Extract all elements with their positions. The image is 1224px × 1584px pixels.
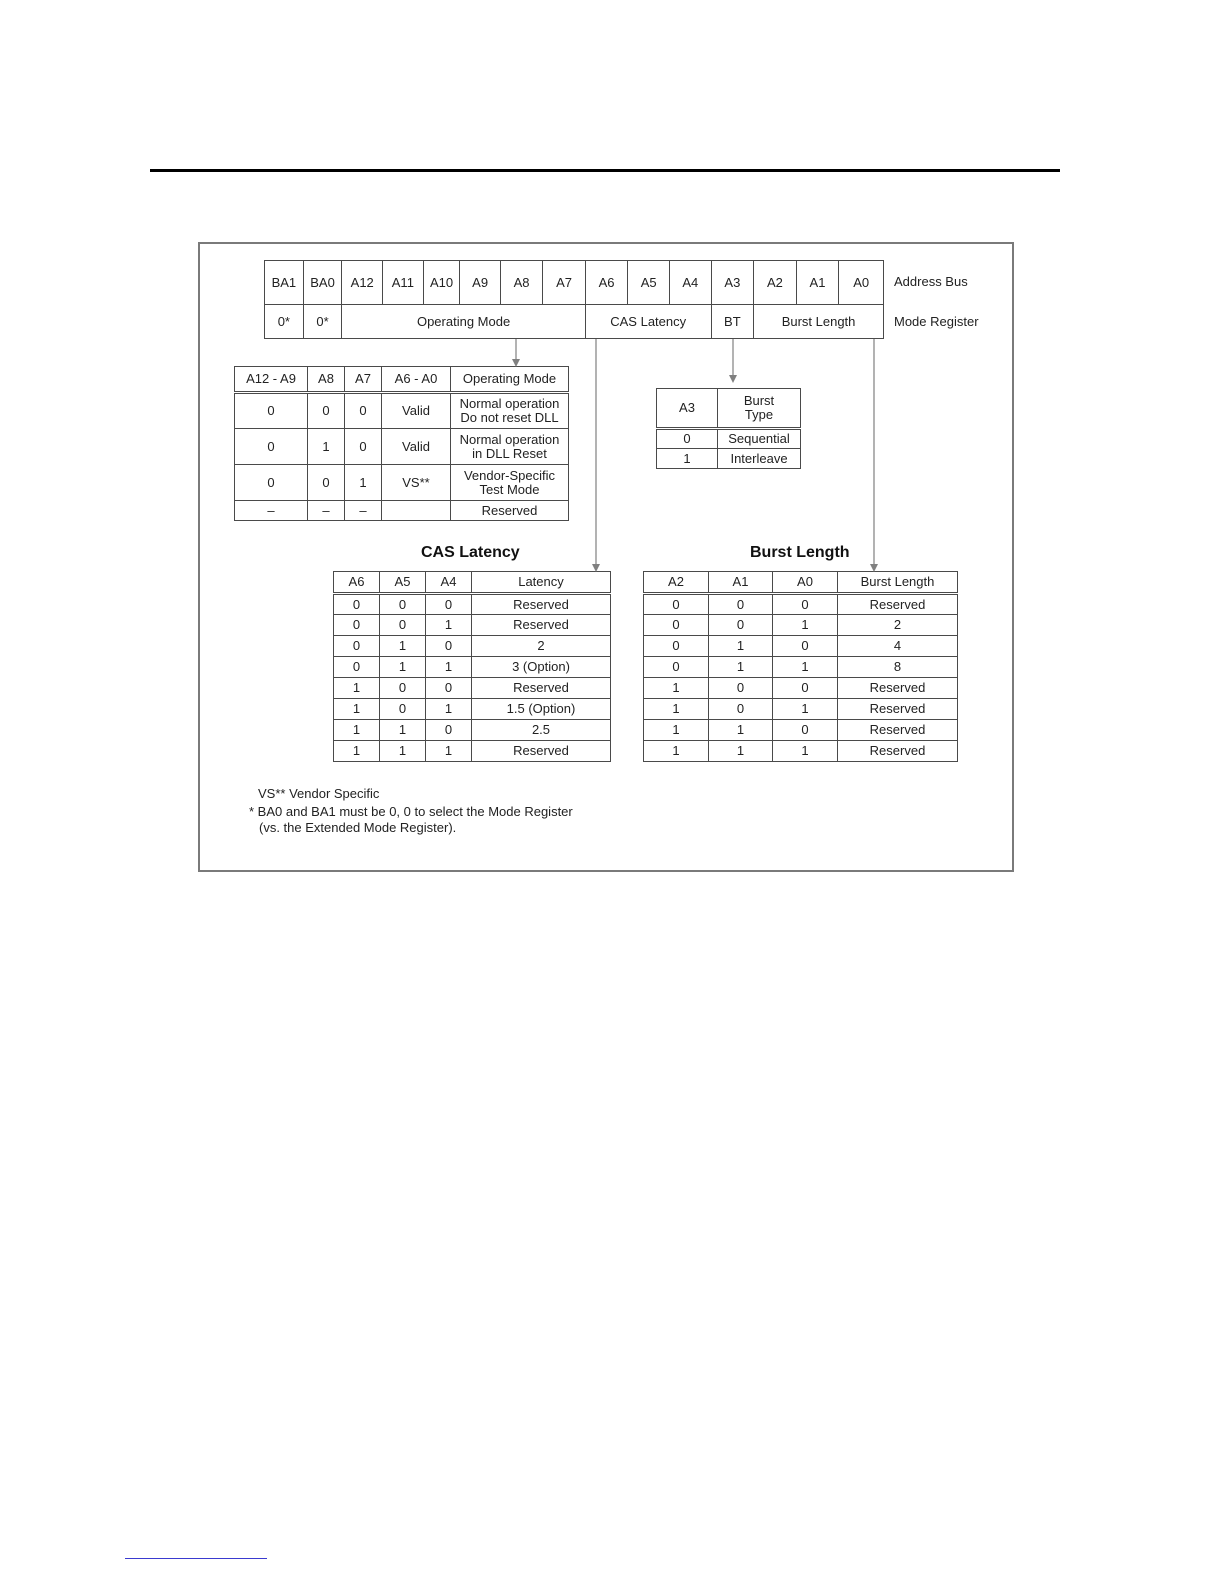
cell: 0 <box>380 594 426 615</box>
bit-cell: A4 <box>670 261 712 305</box>
header-cell: A2 <box>644 572 709 594</box>
cell-line: Type <box>744 407 774 422</box>
cell: 0 <box>426 594 472 615</box>
cell: 1 <box>644 720 709 741</box>
cell: 1 <box>709 657 773 678</box>
cell: 1 <box>334 720 380 741</box>
header-cell: Burst Length <box>838 572 958 594</box>
bit-cell: A0 <box>839 261 884 305</box>
arrowhead <box>512 359 520 367</box>
bit-cell: BA0 <box>303 261 342 305</box>
cell: Reserved <box>838 678 958 699</box>
cell: 0 <box>345 393 382 429</box>
cell: Valid <box>382 429 451 465</box>
bit-cell: A1 <box>796 261 839 305</box>
bit-cell: A12 <box>342 261 383 305</box>
note-asterisk-line2: (vs. the Extended Mode Register). <box>259 820 457 835</box>
cell: Reserved <box>472 615 611 636</box>
field-burst-length: Burst Length <box>754 305 884 339</box>
field-ba1: 0* <box>265 305 304 339</box>
cell: 3 (Option) <box>472 657 611 678</box>
cell: 1 <box>426 699 472 720</box>
bit-cell: A7 <box>543 261 585 305</box>
cell: 0 <box>644 615 709 636</box>
cell: 1 <box>644 678 709 699</box>
cell: – <box>308 501 345 521</box>
header-cell: A4 <box>426 572 472 594</box>
bit-cell: A3 <box>711 261 753 305</box>
field-bt: BT <box>711 305 753 339</box>
cell: 0 <box>426 678 472 699</box>
header-cell: A12 - A9 <box>235 367 308 393</box>
cell: 0 <box>334 636 380 657</box>
cell: 0 <box>235 393 308 429</box>
cell: Reserved <box>838 594 958 615</box>
cell: 0 <box>773 720 838 741</box>
cell-line: Normal operation <box>459 396 560 411</box>
header-cell: A6 <box>334 572 380 594</box>
cell: 0 <box>334 657 380 678</box>
cell: 0 <box>709 699 773 720</box>
cell: 1 <box>308 429 345 465</box>
cell: 0 <box>426 720 472 741</box>
cell: Reserved <box>472 741 611 762</box>
cell: – <box>345 501 382 521</box>
cell: VS** <box>382 465 451 501</box>
cell: 1 <box>773 699 838 720</box>
cell: 1 <box>426 615 472 636</box>
cell: 0 <box>644 657 709 678</box>
cell: 2 <box>838 615 958 636</box>
address-bus-label: Address Bus <box>894 274 968 289</box>
header-cell: A7 <box>345 367 382 393</box>
cell: 1 <box>334 699 380 720</box>
cell: 1 <box>644 741 709 762</box>
bit-cell: A5 <box>628 261 670 305</box>
cell: 1 <box>773 615 838 636</box>
header-cell: A0 <box>773 572 838 594</box>
mode-register-label: Mode Register <box>894 314 979 329</box>
bit-cell: A2 <box>754 261 797 305</box>
cell: 1.5 (Option) <box>472 699 611 720</box>
arrowhead <box>870 564 878 572</box>
burst-length-title: Burst Length <box>750 544 850 561</box>
cell: 1 <box>380 636 426 657</box>
cell: 0 <box>308 465 345 501</box>
bit-cell: A11 <box>383 261 424 305</box>
cell: 1 <box>773 741 838 762</box>
bit-cell: A6 <box>585 261 628 305</box>
cell: 1 <box>644 699 709 720</box>
cell-line: Burst <box>743 393 775 408</box>
cell-line: in DLL Reset <box>472 445 547 461</box>
cell: 0 <box>235 429 308 465</box>
cell: 1 <box>709 720 773 741</box>
cell: 1 <box>426 657 472 678</box>
cell: 0 <box>345 429 382 465</box>
cell: 0 <box>709 615 773 636</box>
header-cell: A8 <box>308 367 345 393</box>
cell: 0 <box>644 636 709 657</box>
bit-cell: A10 <box>423 261 460 305</box>
cell: 0 <box>308 393 345 429</box>
cell: Reserved <box>838 741 958 762</box>
cell: 1 <box>380 720 426 741</box>
arrowhead <box>592 564 600 572</box>
header-cell: A6 - A0 <box>382 367 451 393</box>
cell: 0 <box>334 615 380 636</box>
cell: Valid <box>382 393 451 429</box>
cell: 0 <box>709 594 773 615</box>
cell: Reserved <box>838 720 958 741</box>
cell: 0 <box>773 636 838 657</box>
bit-cell: A8 <box>500 261 542 305</box>
note-asterisk-line1: * BA0 and BA1 must be 0, 0 to select the Mode Register <box>249 804 573 819</box>
cell: 0 <box>380 699 426 720</box>
cell-line: Vendor-Specific <box>463 467 556 483</box>
cell: 2.5 <box>472 720 611 741</box>
footnote-rule <box>125 1558 267 1559</box>
cell: 1 <box>709 741 773 762</box>
cell: 0 <box>644 594 709 615</box>
cell-line: Normal operation <box>459 431 560 447</box>
field-cas-latency: CAS Latency <box>585 305 711 339</box>
header-cell: Latency <box>472 572 611 594</box>
cell: 1 <box>773 657 838 678</box>
cell: 0 <box>380 615 426 636</box>
cell: 1 <box>426 741 472 762</box>
note-vs: VS** Vendor Specific <box>258 786 380 801</box>
cell: Sequential <box>718 429 801 449</box>
cell: 0 <box>773 678 838 699</box>
header-cell: A1 <box>709 572 773 594</box>
cell: Reserved <box>472 594 611 615</box>
header-cell: A3 <box>657 389 718 429</box>
cell: 1 <box>345 465 382 501</box>
cell: Interleave <box>718 449 801 469</box>
cell: – <box>235 501 308 521</box>
cell: 2 <box>472 636 611 657</box>
cell: 1 <box>380 657 426 678</box>
cell: 1 <box>709 636 773 657</box>
cell-line: Test Mode <box>479 481 540 497</box>
cell: 4 <box>838 636 958 657</box>
cell: 0 <box>334 594 380 615</box>
field-ba0: 0* <box>303 305 342 339</box>
header-cell: Operating Mode <box>451 367 569 393</box>
cell: 1 <box>657 449 718 469</box>
cell: 0 <box>709 678 773 699</box>
cell: 8 <box>838 657 958 678</box>
cell-line: Do not reset DLL <box>460 410 559 425</box>
cell: Reserved <box>451 501 569 521</box>
cell: 1 <box>334 678 380 699</box>
cell: 0 <box>426 636 472 657</box>
cell: 0 <box>773 594 838 615</box>
cell: 1 <box>334 741 380 762</box>
field-operating-mode: Operating Mode <box>342 305 585 339</box>
cell: Reserved <box>472 678 611 699</box>
header-cell: A5 <box>380 572 426 594</box>
arrowhead <box>729 375 737 383</box>
bit-cell: BA1 <box>265 261 304 305</box>
cell: 0 <box>235 465 308 501</box>
cell: 1 <box>380 741 426 762</box>
cas-latency-title: CAS Latency <box>421 544 520 561</box>
bit-cell: A9 <box>460 261 500 305</box>
cell: 0 <box>380 678 426 699</box>
cell: 0 <box>657 429 718 449</box>
cell: Reserved <box>838 699 958 720</box>
